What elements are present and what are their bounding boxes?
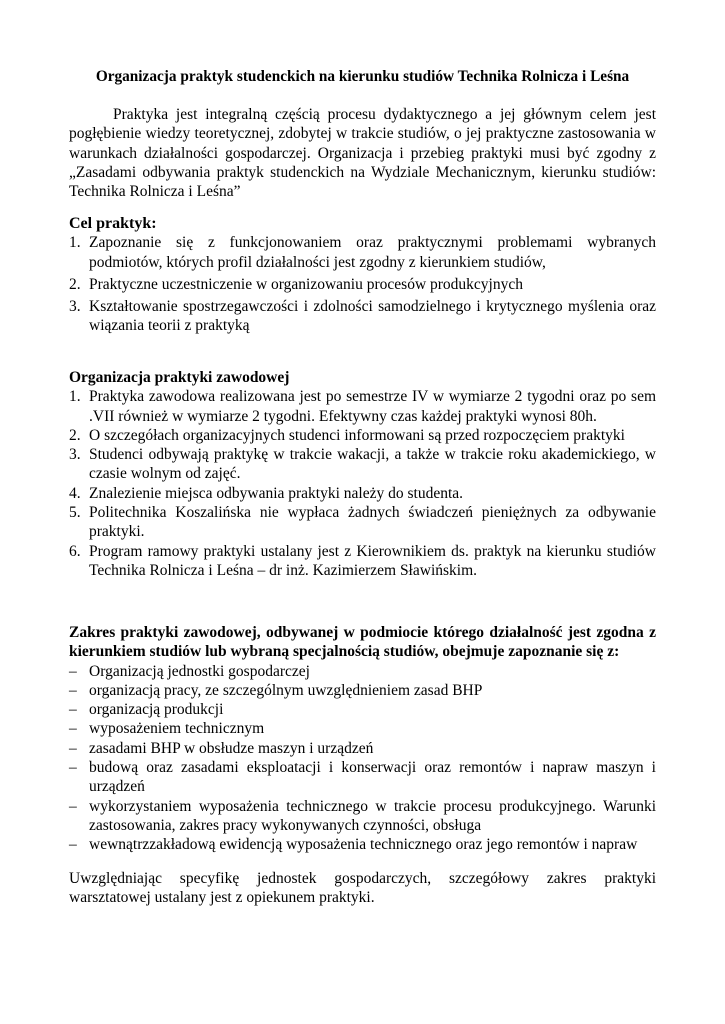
scope-list — [69, 662, 656, 855]
item-text: wyposażeniem technicznym — [89, 720, 265, 738]
document-title: Organizacja praktyk studenckich na kierunku studiów Technika Rolnicza i Leśna — [95, 68, 630, 85]
scope-heading: Zakres praktyki zawodowej, odbywanej w podmiocie którego działalność jest zgodna z kierunkiem studiów lub wybraną specjalnością studiów, obejmuje zapoznanie się z: — [69, 624, 656, 661]
list-item — [69, 835, 656, 854]
list-item — [69, 758, 656, 797]
item-text: organizacją produkcji — [89, 701, 224, 719]
closing-section — [69, 869, 656, 908]
dash-marker: – — [69, 759, 77, 777]
list-item — [69, 387, 656, 426]
item-number: 3. — [69, 298, 81, 316]
goals-heading: Cel praktyk: — [69, 215, 157, 232]
dash-marker: – — [69, 701, 77, 719]
item-text: wykorzystaniem wyposażenia technicznego w trakcie procesu produkcyjnego. Warunki zastosowania, zakres pracy wykonywanych czynności, obsługa — [89, 797, 656, 834]
scope-section — [69, 623, 656, 855]
intro-paragraph: Praktyka jest integralną częścią procesu dydaktycznego a jej głównym celem jest pogłębienie wiedzy teoretycznej, zdobytej w trakcie studiów, o jej praktyczne zastosowania w warunkach działalności gospodarczej. Organizacja i przebieg praktyki musi być zgodny z „Zasadami odbywania praktyk studenckich na Wydziale Mechanicznym, kierunku studiów: Technika Rolnicza i Leśna” — [69, 106, 656, 201]
item-number: 1. — [69, 388, 81, 406]
goals-list — [69, 233, 656, 335]
item-number: 1. — [69, 234, 81, 252]
list-item — [69, 297, 656, 336]
item-text: Praktyka zawodowa realizowana jest po semestrze IV w wymiarze 2 tygodni oraz po sem .VII również w wymiarze 2 tygodni. Efektywny czas każdej praktyki wynosi 80h. — [89, 388, 656, 425]
dash-marker: – — [69, 720, 77, 738]
intro-section — [69, 105, 656, 201]
closing-paragraph: Uwzględniając specyfikę jednostek gospodarczych, szczegółowy zakres praktyki warsztatowej ustalany jest z opiekunem praktyki. — [69, 870, 656, 907]
list-item — [69, 233, 656, 272]
item-text: Praktyczne uczestniczenie w organizowaniu procesów produkcyjnych — [89, 275, 523, 293]
list-item — [69, 739, 656, 758]
item-text: O szczegółach organizacyjnych studenci informowani są przed rozpoczęciem praktyki — [89, 426, 625, 444]
item-text: Organizacją jednostki gospodarczej — [89, 662, 310, 680]
list-item — [69, 681, 656, 700]
item-number: 2. — [69, 275, 81, 293]
list-item — [69, 700, 656, 719]
list-item — [69, 503, 656, 542]
organization-section — [69, 368, 656, 580]
list-item — [69, 426, 656, 445]
item-text: organizacją pracy, ze szczególnym uwzględnieniem zasad BHP — [89, 681, 483, 699]
item-number: 5. — [69, 504, 81, 522]
list-item — [69, 797, 656, 836]
goals-section — [69, 214, 656, 336]
list-item — [69, 445, 656, 484]
dash-marker: – — [69, 739, 77, 757]
item-text: Politechnika Koszalińska nie wypłaca żadnych świadczeń pieniężnych za odbywanie praktyki. — [89, 504, 656, 541]
list-item — [69, 662, 656, 681]
organization-heading: Organizacja praktyki zawodowej — [69, 369, 290, 386]
item-text: wewnątrzzakładową ewidencją wyposażenia technicznego oraz jego remontów i napraw — [89, 836, 638, 854]
item-text: Znalezienie miejsca odbywania praktyki należy do studenta. — [89, 484, 464, 502]
item-number: 2. — [69, 426, 81, 444]
list-item — [69, 542, 656, 581]
list-item — [69, 719, 656, 738]
item-number: 3. — [69, 446, 81, 464]
item-text: Kształtowanie spostrzegawczości i zdolności samodzielnego i krytycznego myślenia oraz wiązania teorii z praktyką — [89, 298, 656, 335]
dash-marker: – — [69, 836, 77, 854]
dash-marker: – — [69, 681, 77, 699]
item-number: 6. — [69, 542, 81, 560]
item-text: Studenci odbywają praktykę w trakcie wakacji, a także w trakcie roku akademickiego, w czasie wolnym od zajęć. — [89, 446, 656, 483]
list-item — [69, 275, 656, 294]
item-text: Zapoznanie się z funkcjonowaniem oraz praktycznymi problemami wybranych podmiotów, których profil działalności jest zgodny z kierunkiem studiów, — [89, 234, 656, 271]
dash-marker: – — [69, 797, 77, 815]
item-text: Program ramowy praktyki ustalany jest z Kierownikiem ds. praktyk na kierunku studiów Technika Rolnicza i Leśna – dr inż. Kazimierzem Sławińskim. — [89, 542, 656, 579]
item-text: budową oraz zasadami eksploatacji i konserwacji oraz remontów i napraw maszyn i urządzeń — [89, 759, 656, 796]
item-number: 4. — [69, 484, 81, 502]
dash-marker: – — [69, 662, 77, 680]
list-item — [69, 484, 656, 503]
organization-list — [69, 387, 656, 580]
item-text: zasadami BHP w obsłudze maszyn i urządzeń — [89, 739, 374, 757]
